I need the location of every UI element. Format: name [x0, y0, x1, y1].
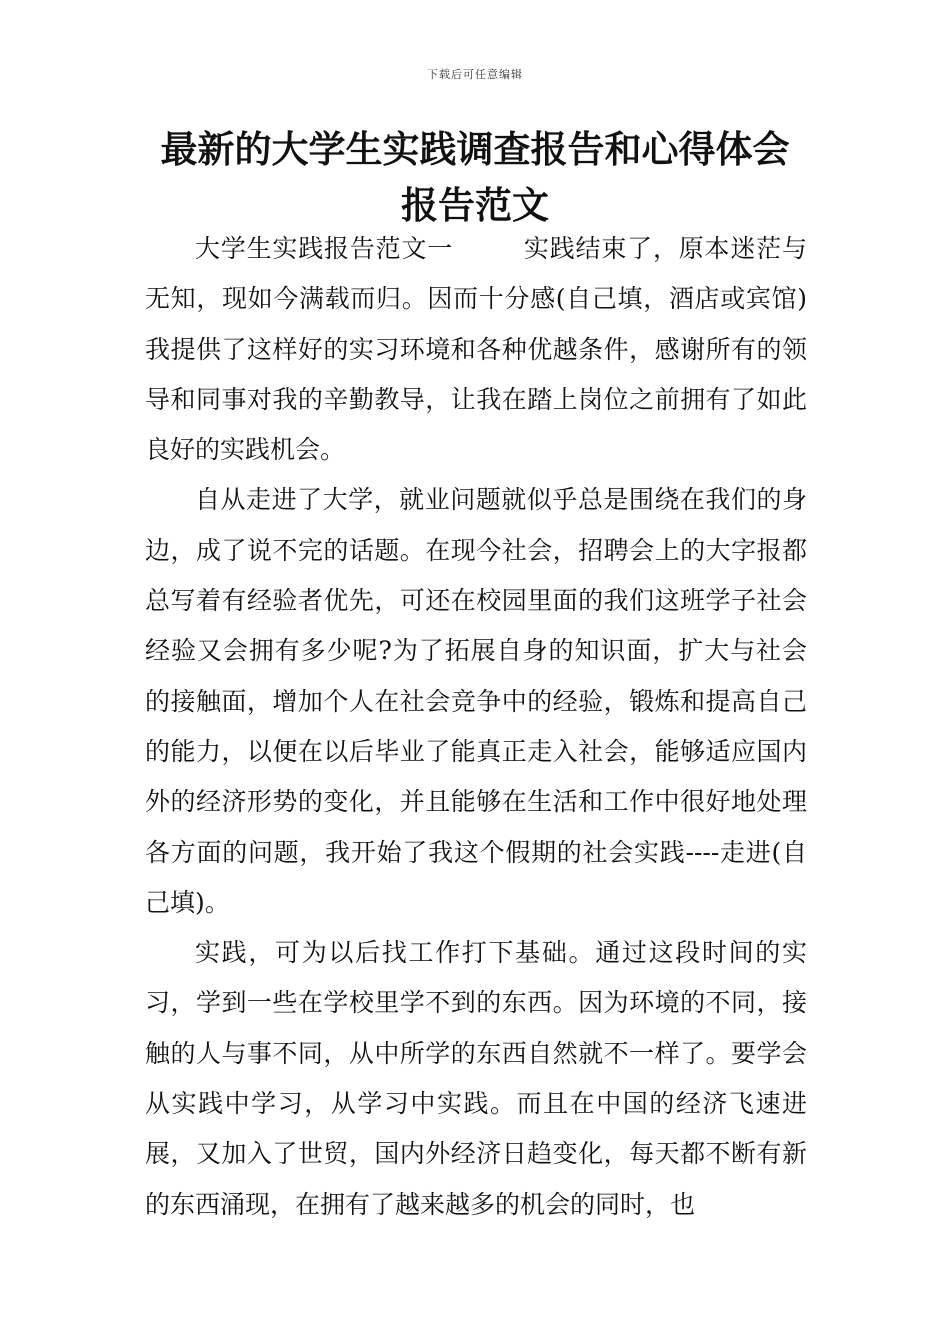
paragraph-1 [145, 224, 807, 475]
paragraph-2: 自从走进了大学，就业问题就似乎总是围绕在我们的身边，成了说不完的话题。在现今社会，招聘会上的大字报都总写着有经验者优先，可还在校园里面的我们这班学子社会经验又会拥有多少呢?为了拓展自身的知识面，扩大与社会的接触面，增加个人在社会竞争中的经验，锻炼和提高自己的能力，以便在以后毕业了能真正走入社会，能够适应国内外的经济形势的变化，并且能够在生活和工作中很好地处理各方面的问题，我开始了我这个假期的社会实践----走进(自己填)。 [145, 485, 807, 917]
document-title: 最新的大学生实践调查报告和心得体会报告范文 [160, 128, 790, 227]
document-body [145, 224, 807, 1230]
header-note: 下载后可任意编辑 [427, 68, 523, 81]
paragraph-1-lead: 大学生实践报告范文一 [195, 234, 454, 263]
paragraph-3: 实践，可为以后找工作打下基础。通过这段时间的实习，学到一些在学校里学不到的东西。因为环境的不同，接触的人与事不同，从中所学的东西自然就不一样了。要学会从实践中学习，从学习中实践。而且在中国的经济飞速进展，又加入了世贸，国内外经济日趋变化，每天都不断有新的东西涌现，在拥有了越来越多的机会的同时，也 [145, 938, 807, 1219]
paragraph-1-text: 实践结束了，原本迷茫与无知，现如今满载而归。因而十分感(自己填，酒店或宾馆)我提供了这样好的实习环境和各种优越条件，感谢所有的领导和同事对我的辛勤教导，让我在踏上岗位之前拥有了如此良好的实践机会。 [145, 234, 807, 465]
